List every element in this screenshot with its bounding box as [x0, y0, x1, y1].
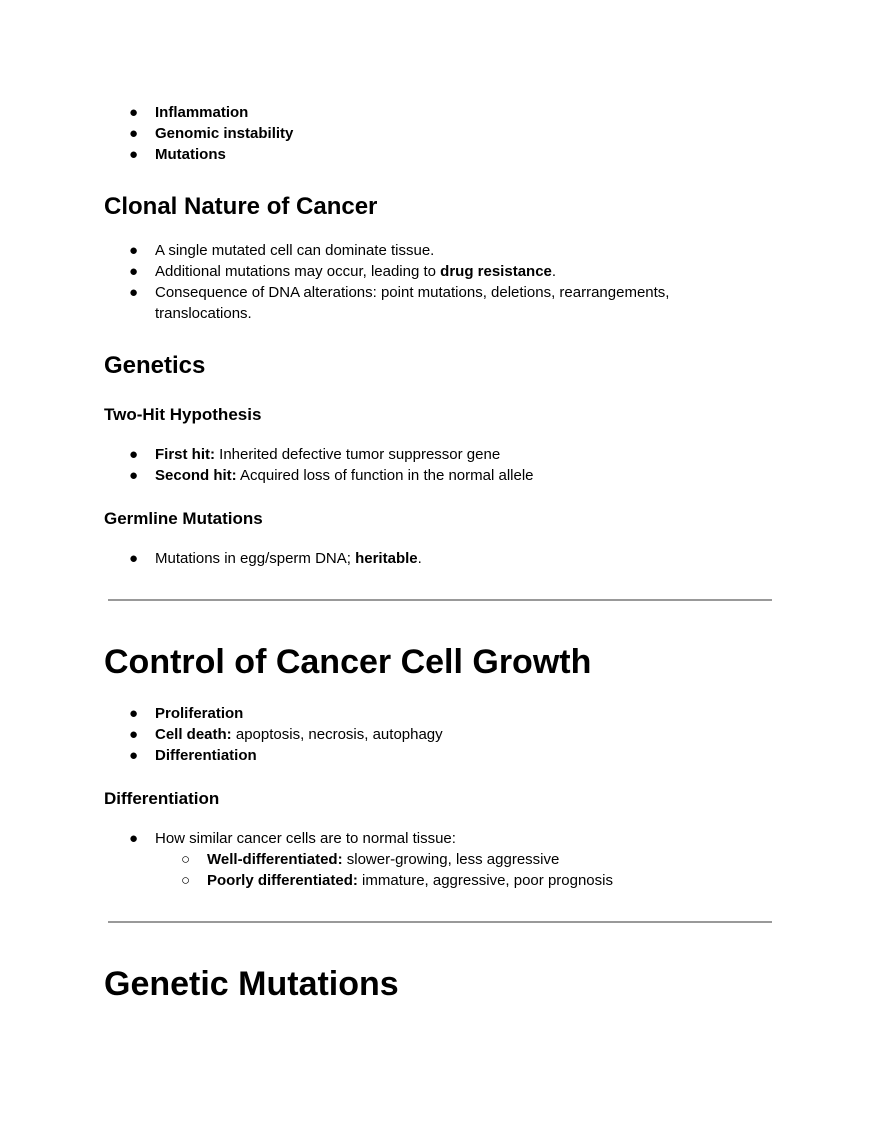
list-item: ● Mutations: [129, 146, 226, 163]
heading-clonal: Clonal Nature of Cancer: [104, 193, 378, 220]
divider: [108, 921, 772, 923]
list-item: ● How similar cancer cells are to normal tissue:: [129, 830, 456, 847]
list-item-continuation: translocations.: [155, 305, 252, 322]
list-item: ● Inflammation: [129, 104, 249, 121]
list-item: ● Genomic instability: [129, 125, 294, 142]
heading-two-hit: Two-Hit Hypothesis: [104, 405, 262, 424]
sub-list-item: ○ Poorly differentiated: immature, aggressive, poor prognosis: [181, 872, 613, 889]
heading-germline: Germline Mutations: [104, 509, 263, 528]
list-item: ● Differentiation: [129, 747, 257, 764]
list-item: ● First hit: Inherited defective tumor suppressor gene: [129, 446, 501, 463]
heading-differentiation: Differentiation: [104, 789, 220, 808]
heading-genetic-mutations: Genetic Mutations: [104, 965, 399, 1003]
list-item: ● Proliferation: [129, 705, 244, 722]
list-item: ● Mutations in egg/sperm DNA; heritable.: [129, 550, 422, 567]
list-item: ● Consequence of DNA alterations: point mutations, deletions, rearrangements,: [129, 284, 670, 301]
list-item: ● Additional mutations may occur, leading to drug resistance.: [129, 263, 557, 280]
heading-genetics: Genetics: [104, 352, 206, 379]
list-item: ● A single mutated cell can dominate tissue.: [129, 242, 435, 259]
divider: [108, 599, 772, 601]
sub-list-item: ○ Well-differentiated: slower-growing, less aggressive: [181, 851, 560, 868]
heading-control: Control of Cancer Cell Growth: [104, 643, 592, 681]
list-item: ● Second hit: Acquired loss of function in the normal allele: [129, 467, 534, 484]
list-item: ● Cell death: apoptosis, necrosis, autophagy: [129, 726, 443, 743]
